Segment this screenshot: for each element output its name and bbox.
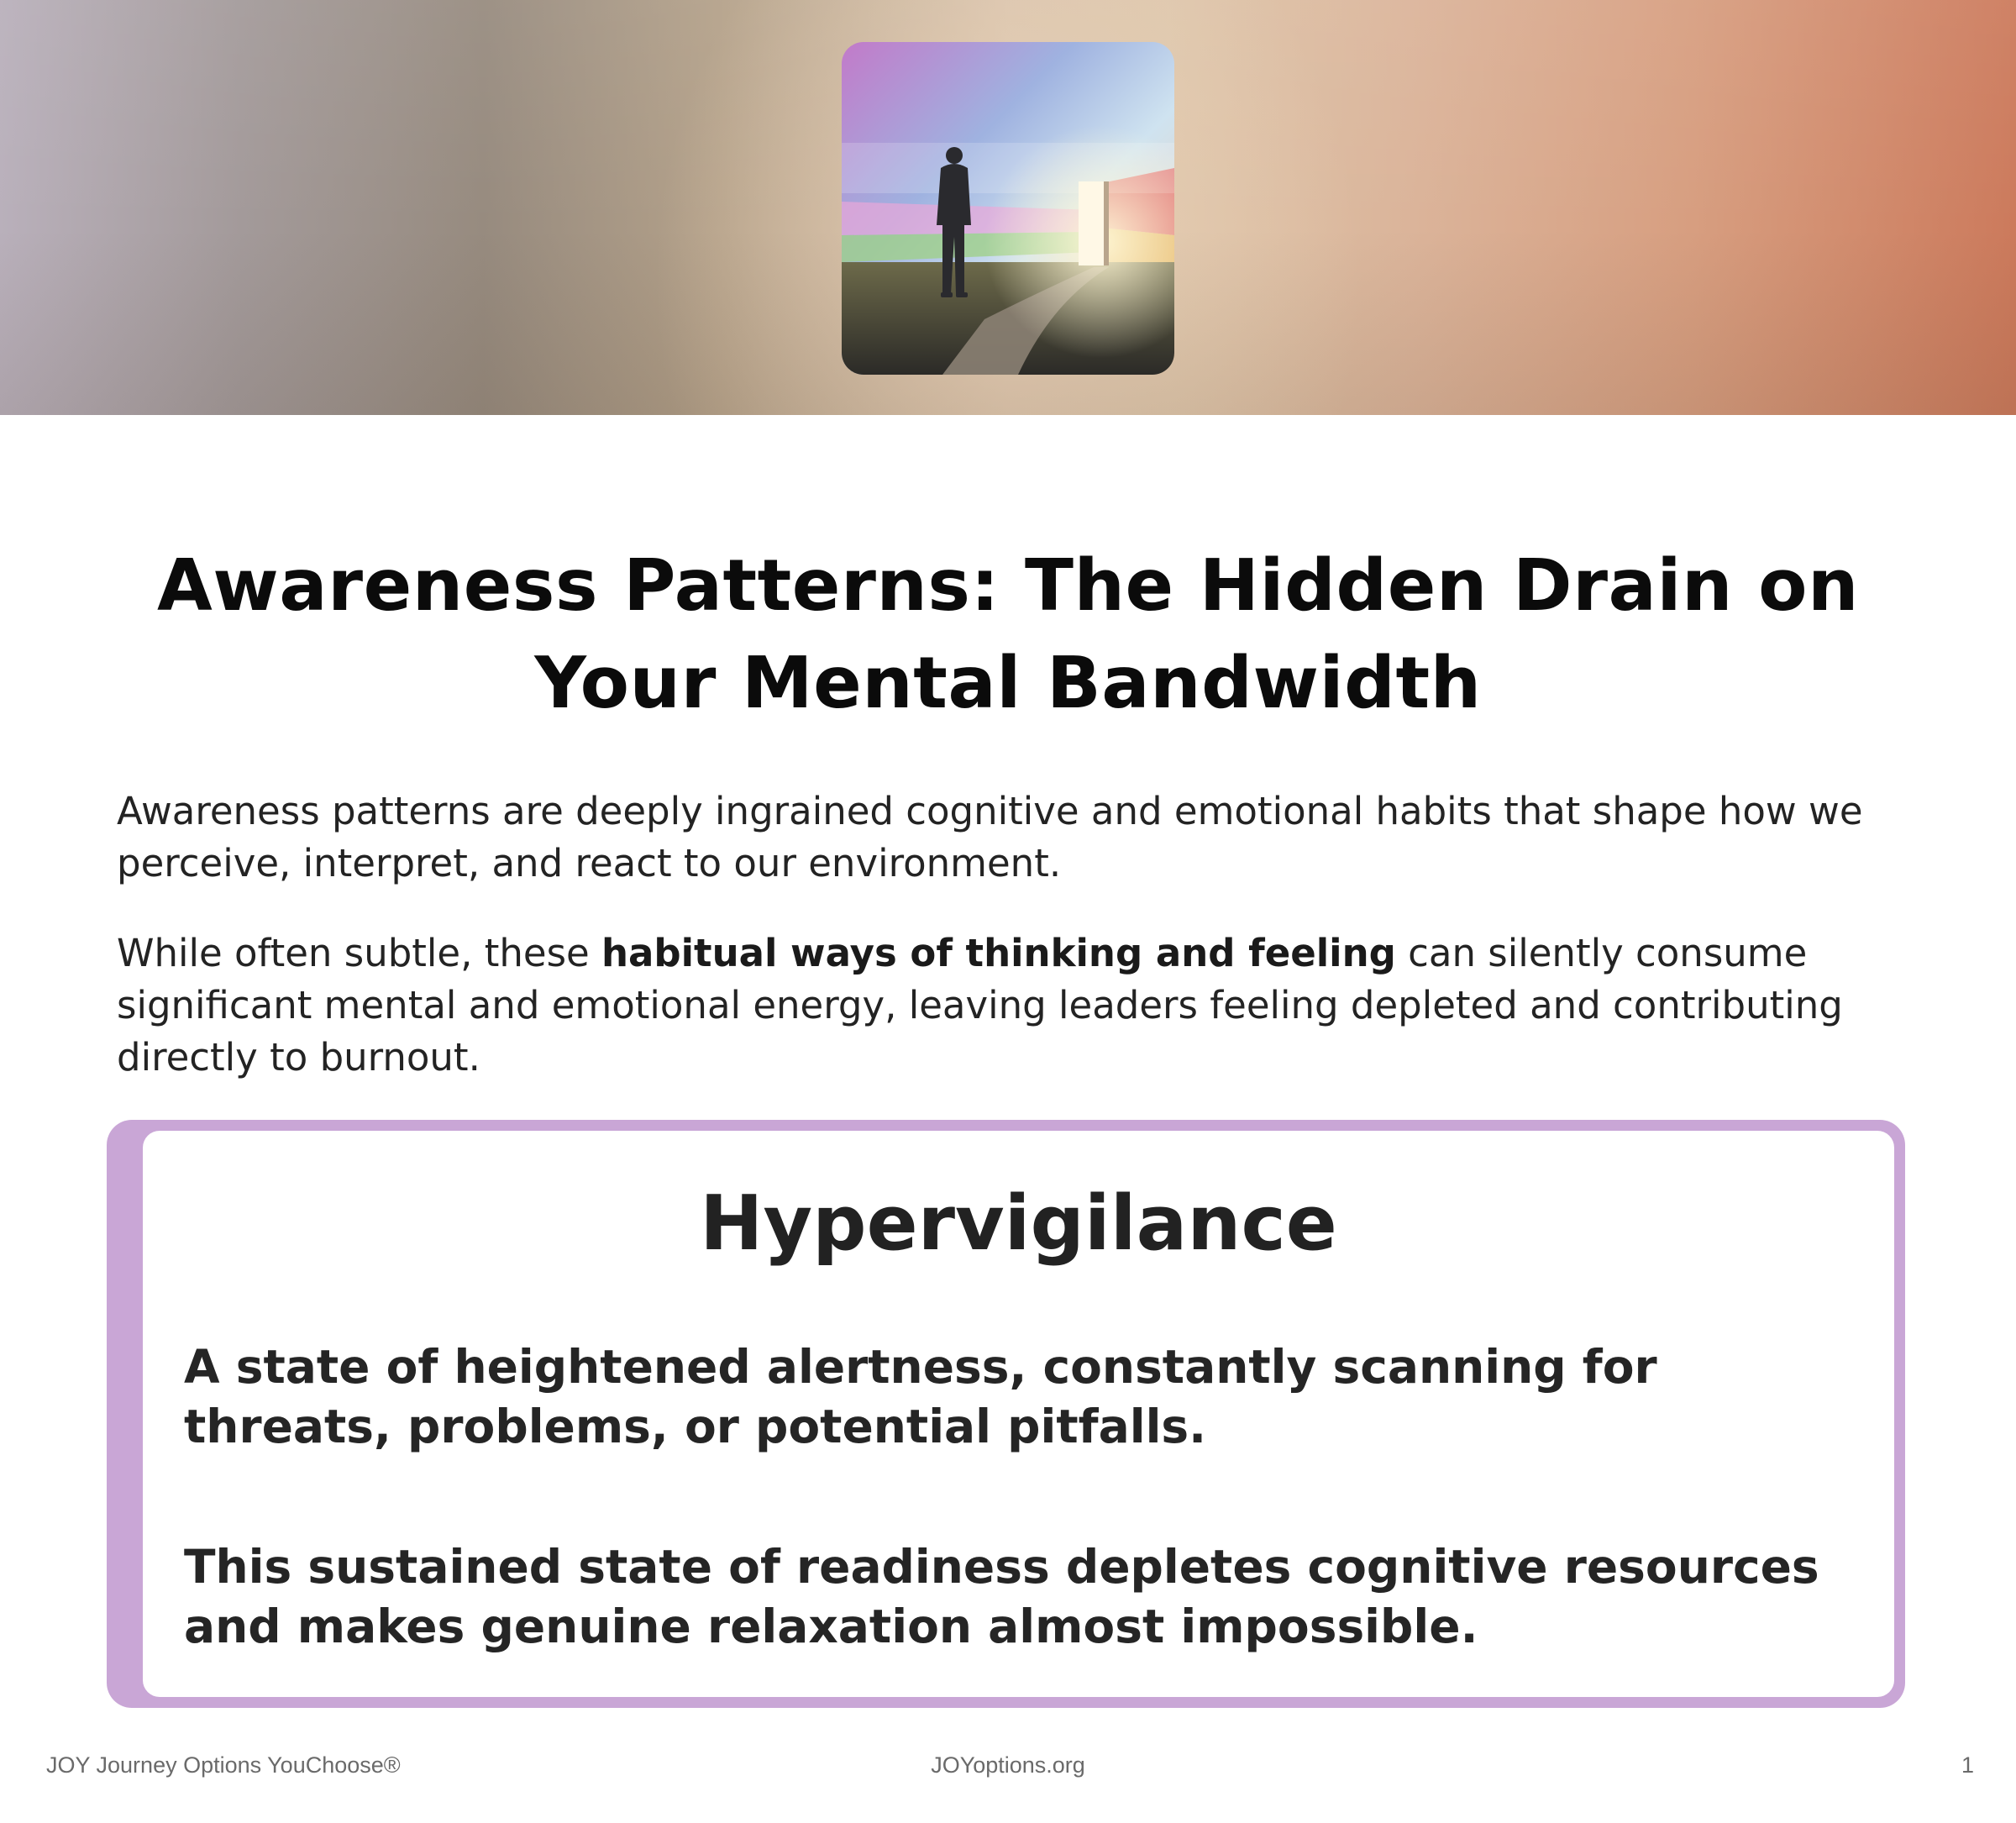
intro-paragraph-2-start: While often subtle, these <box>117 931 602 975</box>
page-number: 1 <box>1961 1752 1974 1778</box>
intro-paragraph-2-emphasis: habitual ways of thinking and feeling <box>601 931 1396 975</box>
card-definition: A state of heightened alertness, constantly scanning for threats, problems, or potential pitfalls. <box>184 1340 1657 1453</box>
hypervigilance-card <box>107 1120 1905 1708</box>
card-title: Hypervigilance <box>700 1179 1337 1268</box>
card-body <box>143 1131 1894 1697</box>
intro-paragraph-2-end: can silently consume significant mental and emotional energy, leaving leaders feeling depleted and contributing directly to burnout. <box>117 931 1843 1080</box>
footer-brand: JOY Journey Options YouChoose® <box>46 1752 401 1778</box>
hero-image <box>842 42 1174 375</box>
footer-website: JOYoptions.org <box>931 1752 1085 1778</box>
intro-paragraph-2 <box>117 927 1914 1084</box>
card-impact: This sustained state of readiness depletes cognitive resources and makes genuine relaxation almost impossible. <box>184 1540 1819 1653</box>
intro-paragraph-1: Awareness patterns are deeply ingrained cognitive and emotional habits that shape how we perceive, interpret, and react to our environment. <box>117 789 1863 885</box>
page-title: Awareness Patterns: The Hidden Drain on Your Mental Bandwidth <box>156 544 1859 725</box>
